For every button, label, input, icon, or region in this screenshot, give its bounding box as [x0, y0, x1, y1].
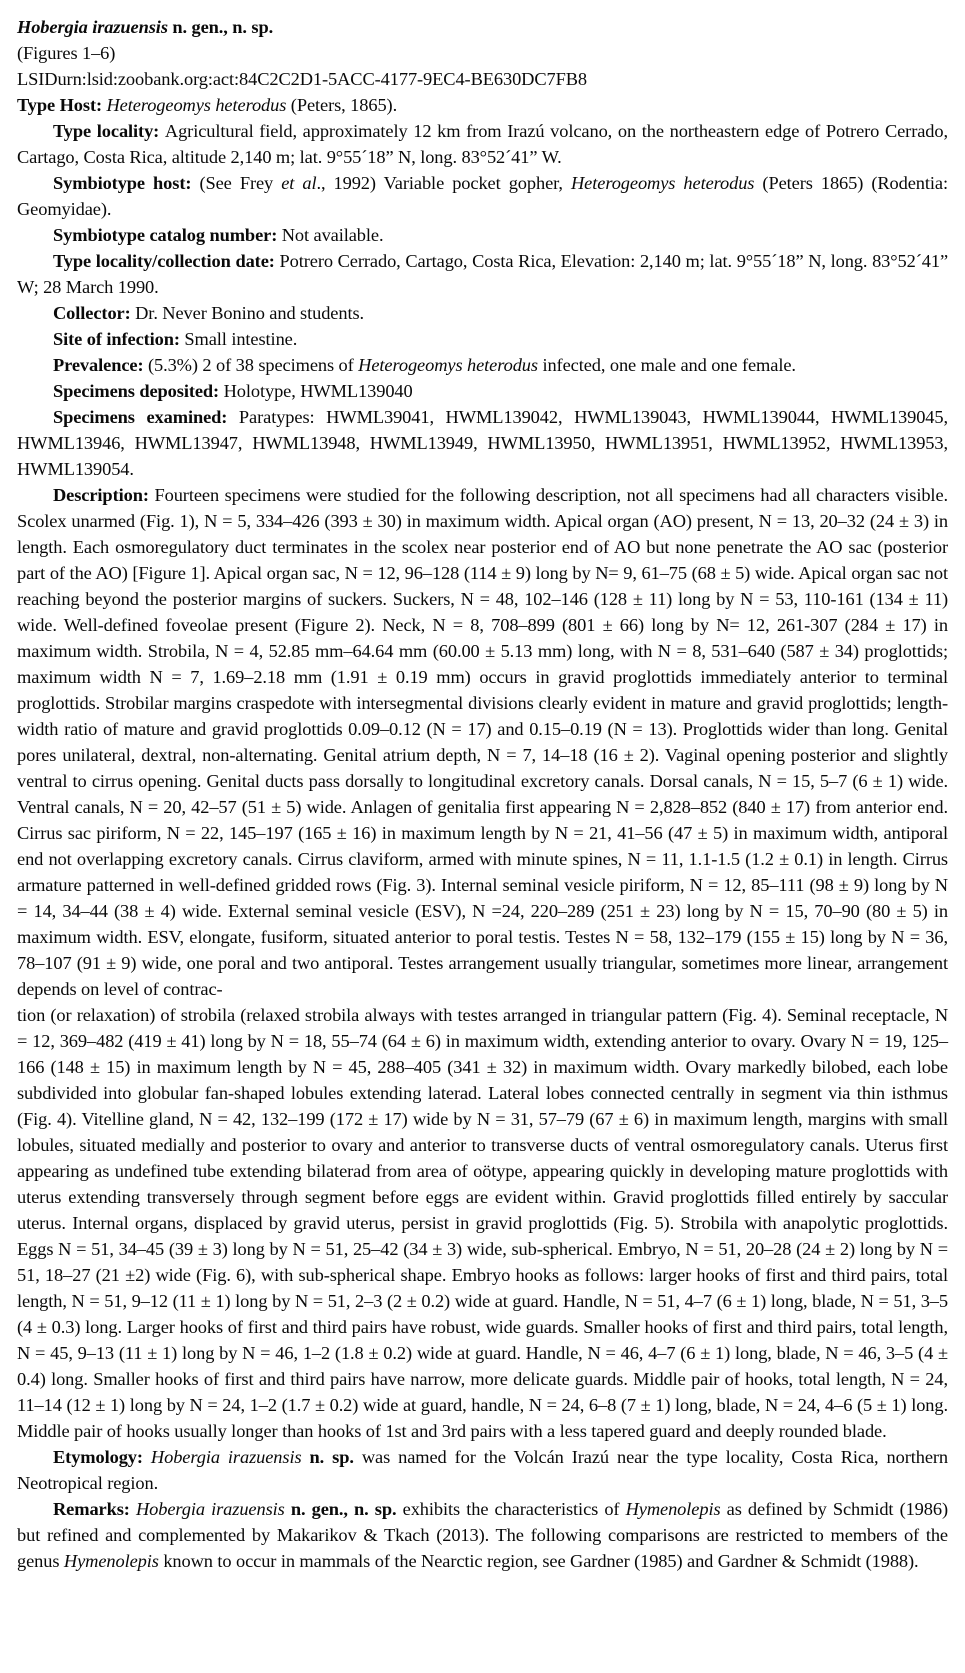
text-run: Dr. Never Bonino and students.	[135, 303, 365, 323]
symbiotype-catalog-number	[17, 222, 948, 248]
text-run: (Peters, 1865).	[286, 95, 398, 115]
text-run: n. gen., n. sp.	[290, 1499, 397, 1519]
text-run: Potrero Cerrado, Cartago, Costa Rica, Elevation: 2,140 m; lat. 9°55´18” N, long. 83°52´41” W; 28 March 1990.	[17, 251, 949, 297]
etymology	[17, 1444, 948, 1496]
species-name: Hobergia irazuensis	[150, 1447, 302, 1467]
genus-name: Hymenolepis	[625, 1499, 721, 1519]
text-run: Heterogeomys heterodus	[358, 355, 538, 375]
field-label: Prevalence:	[53, 355, 148, 375]
text-run: (5.3%) 2 of 38 specimens of	[147, 355, 359, 375]
text-run: (See Frey	[199, 173, 282, 193]
text-run: Holotype, HWML139040	[223, 381, 413, 401]
text-run: as defined by Schmidt (1986) but refined and complemented by Makarikov & Tkach (2013). The following comparisons are restricted to members of the genus	[17, 1499, 948, 1571]
text-run: LSIDurn:lsid:zoobank.org:act:84C2C2D1-5ACC-4177-9EC4-BE630DC7FB8	[17, 69, 587, 89]
type-host	[17, 92, 948, 118]
species-name: Hobergia irazuensis	[135, 1499, 285, 1519]
collector	[17, 300, 948, 326]
text-run: Fourteen specimens were studied for the following description, not all specimens had all characters visible. Scolex unarmed (Fig. 1), N = 5, 334–426 (393 ± 30) in maximum width. Apical organ (AO) present, N = 13, 20–32 (24 ± 3) in length. Each osmoregulatory duct terminates in the scolex near posterior end of AO but none penetrate the AO sac (posterior part of the AO) [Figure 1]. Apical organ sac, N = 12, 96–128 (114 ± 9) long by N= 9, 61–75 (68 ± 5) wide. Apical organ sac not reaching beyond the posterior margins of suckers. Suckers, N = 48, 102–146 (128 ± 11) long by N = 53, 110-161 (134 ± 11) wide. Well-defined foveolae present (Figure 2). Neck, N = 8, 708–899 (801 ± 66) long by N= 12, 261-307 (284 ± 17) in maximum width. Strobila, N = 4, 52.85 mm–64.64 mm (60.00 ± 5.13 mm) long, with N = 8, 531–640 (587 ± 34) proglottids; maximum width N = 7, 1.69–2.18 mm (1.91 ± 0.19 mm) occurs in gravid proglottids immediately anterior to terminal proglottids. Strobilar margins craspedote with intersegmental divisions clearly evident in mature and gravid proglottids; length-width ratio of mature and gravid proglottids 0.09–0.12 (N = 17) and 0.15–0.19 (N = 13). Proglottids wider than long. Genital pores unilateral, dextral, non-alternating. Genital atrium depth, N = 7, 14–18 (16 ± 2). Vaginal opening posterior and slightly ventral to cirrus opening. Genital ducts pass dorsally to longitudinal excretory canals. Dorsal canals, N = 15, 5–7 (6 ± 1) wide. Ventral canals, N = 20, 42–57 (51 ± 5) wide. Anlagen of genitalia first appearing N = 2,828–852 (840 ± 17) from anterior end. Cirrus sac piriform, N = 22, 145–197 (165 ± 16) in maximum length by N = 21, 41–56 (47 ± 5) in maximum width, antiporal end not overlapping excretory canals. Cirrus claviform, armed with minute spines, N = 11, 1.1-1.5 (1.2 ± 0.1) in length. Cirrus armature patterned in well-defined gridded rows (Fig. 3). Internal seminal vesicle piriform, N = 12, 85–111 (98 ± 9) long by N = 14, 34–44 (38 ± 4) wide. External seminal vesicle (ESV), N =24, 220–289 (251 ± 23) long by N = 15, 70–90 (80 ± 5) in maximum width. ESV, elongate, fusiform, situated anterior to poral testis. Testes N = 58, 132–179 (155 ± 15) long by N = 36, 78–107 (91 ± 9) wide, one poral and two antiporal. Testes arrangement usually triangular, sometimes more linear, arrangement depends on level of contrac-	[17, 485, 949, 999]
text-run: Not available.	[281, 225, 384, 245]
description-part-1	[17, 482, 948, 1002]
text-run: known to occur in mammals of the Nearctic region, see Gardner (1985) and Gardner & Schmidt (1988).	[158, 1551, 919, 1571]
symbiotype-host	[17, 170, 948, 222]
rank-abbreviation: n. gen., n. sp.	[167, 17, 274, 37]
text-run: (Peters 1865) (Rodentia: Geomyidae).	[17, 173, 948, 219]
description-part-2	[17, 1002, 948, 1444]
field-label: Type Host:	[17, 95, 107, 115]
site-of-infection	[17, 326, 948, 352]
figures-reference	[17, 40, 948, 66]
field-label: Collector:	[53, 303, 136, 323]
text-run: et al	[281, 173, 317, 193]
species-name: Hobergia irazuensis	[17, 17, 168, 37]
prevalence	[17, 352, 948, 378]
field-label: Type locality/collection date:	[53, 251, 280, 271]
text-run: (Figures 1–6)	[17, 43, 116, 63]
text-run: n. sp.	[309, 1447, 354, 1467]
text-run: ., 1992) Variable pocket gopher,	[316, 173, 571, 193]
field-label: Specimens deposited:	[53, 381, 224, 401]
text-run: exhibits the characteristics of	[396, 1499, 626, 1519]
lsid-line	[17, 66, 948, 92]
text-run: infected, one male and one female.	[537, 355, 796, 375]
text-run: Heterogeomys heterodus	[106, 95, 287, 115]
genus-name: Hymenolepis	[63, 1551, 159, 1571]
document-body	[17, 14, 948, 1574]
field-label: Symbiotype catalog number:	[53, 225, 282, 245]
text-run: tion (or relaxation) of strobila (relaxed strobila always with testes arranged in triangular pattern (Fig. 4). Seminal receptacle, N = 12, 369–482 (419 ± 41) long by N = 18, 55–74 (64 ± 6) in maximum width, extending anterior to ovary. Ovary N = 19, 125–166 (148 ± 15) in maximum length by N = 45, 288–405 (341 ± 32) in maximum width. Ovary markedly bilobed, each lobe subdivided into globular fan-shaped lobules extending laterad. Lateral lobes connected centrally in segment via thin isthmus (Fig. 4). Vitelline gland, N = 42, 132–199 (172 ± 17) wide by N = 31, 57–79 (67 ± 6) in maximum length, margins with small lobules, situated medially and posterior to ovary and anterior to transverse ducts of ventral osmoregulatory canals. Uterus first appearing as undefined tube extending bilaterad from area of oötype, appearing quickly in developing mature proglottids with uterus extending transversely through segment before eggs are evident within. Gravid proglottids filled entirely by saccular uterus. Internal organs, displaced by gravid uterus, persist in gravid proglottids (Fig. 5). Strobila with anapolytic proglottids. Eggs N = 51, 34–45 (39 ± 3) long by N = 51, 25–42 (34 ± 3) wide, sub-spherical. Embryo, N = 51, 20–28 (24 ± 2) long by N = 51, 18–27 (21 ±2) wide (Fig. 6), with sub-spherical shape. Embryo hooks as follows: larger hooks of first and third pairs, total length, N = 51, 9–12 (11 ± 1) long by N = 51, 2–3 (2 ± 0.2) wide at guard. Handle, N = 51, 4–7 (6 ± 1) long, blade, N = 51, 3–5 (4 ± 0.3) long. Larger hooks of first and third pairs have robust, wide guards. Smaller hooks of first and third pairs, total length, N = 45, 9–13 (11 ± 1) long by N = 46, 1–2 (1.8 ± 0.2) wide at guard. Handle, N = 46, 4–7 (6 ± 1) long, blade, N = 46, 3–5 (4 ± 0.4) long. Smaller hooks of first and third pairs have narrow, more delicate guards. Middle pair of hooks, total length, N = 24, 11–14 (12 ± 1) long by N = 24, 1–2 (1.7 ± 0.2) wide at guard, handle, N = 24, 6–8 (7 ± 1) long, blade, N = 24, 4–6 (5 ± 1) long. Middle pair of hooks usually longer than hooks of 1st and 3rd pairs with a less tapered guard and deeply rounded blade.	[17, 1005, 948, 1441]
field-label: Etymology:	[53, 1447, 151, 1467]
field-label: Description:	[53, 485, 155, 505]
field-label: Type locality:	[53, 121, 165, 141]
field-label: Site of infection:	[53, 329, 185, 349]
field-label: Remarks:	[53, 1499, 136, 1519]
text-run: Heterogeomys heterodus	[571, 173, 755, 193]
remarks	[17, 1496, 948, 1574]
article-title	[17, 14, 948, 40]
text-run: Agricultural field, approximately 12 km from Irazú volcano, on the northeastern edge of Potrero Cerrado, Cartago, Costa Rica, altitude 2,140 m; lat. 9°55´18” N, long. 83°52´41” W.	[17, 121, 948, 167]
type-locality-collection-date	[17, 248, 948, 300]
text-run: Paratypes: HWML39041, HWML139042, HWML139043, HWML139044, HWML139045, HWML13946, HWML13947, HWML13948, HWML13949, HWML13950, HWML13951, HWML13952, HWML13953, HWML139054.	[17, 407, 948, 479]
type-locality	[17, 118, 948, 170]
text-run: Small intestine.	[184, 329, 298, 349]
field-label: Specimens examined:	[53, 407, 239, 427]
text-run	[302, 1447, 310, 1467]
field-label: Symbiotype host:	[53, 173, 200, 193]
specimens-examined	[17, 404, 948, 482]
text-run: was named for the Volcán Irazú near the type locality, Costa Rica, northern Neotropical region.	[17, 1447, 949, 1493]
specimens-deposited	[17, 378, 948, 404]
